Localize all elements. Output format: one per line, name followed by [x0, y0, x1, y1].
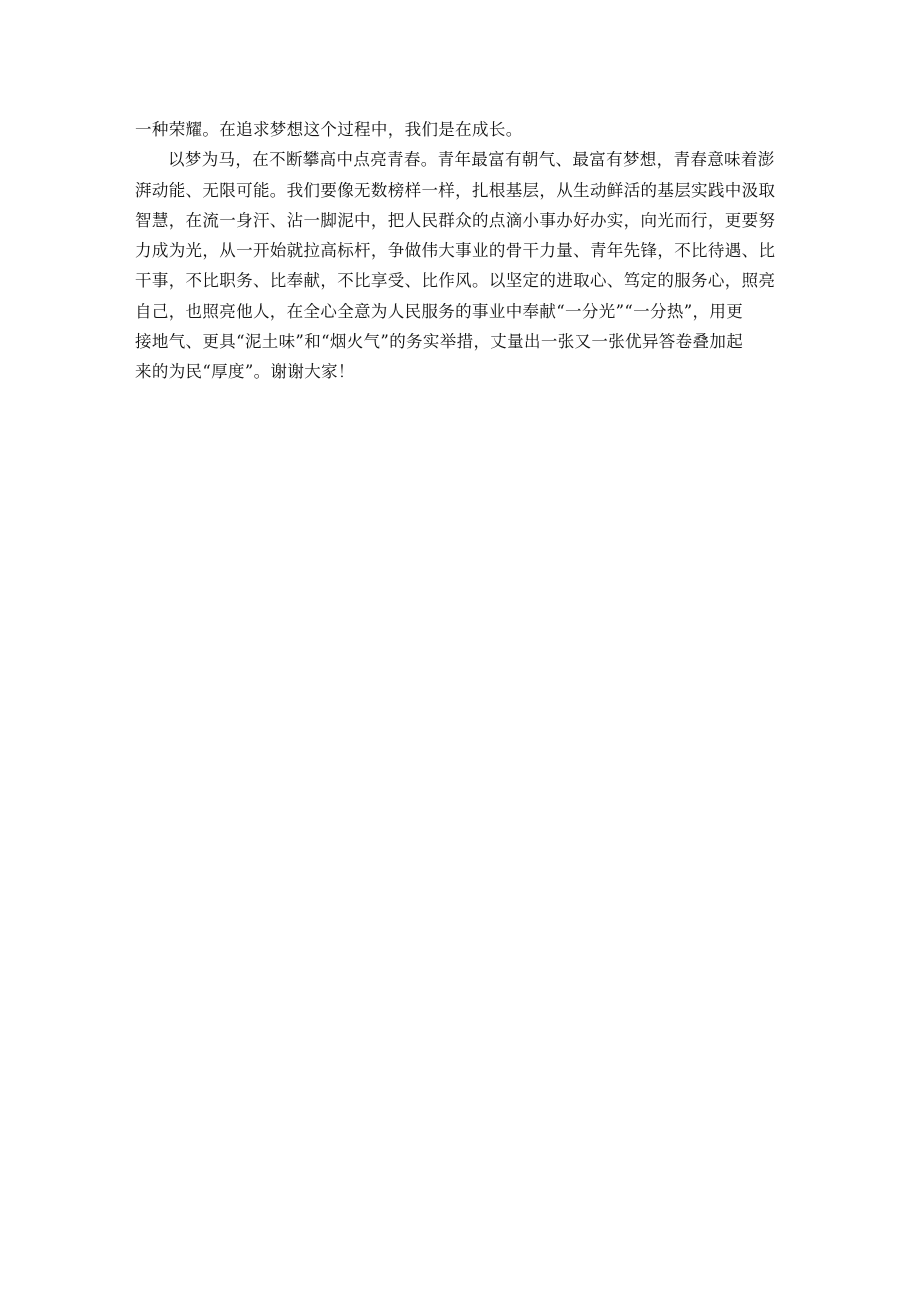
- text-line: 干事，不比职务、比奉献，不比享受、比作风。以坚定的进取心、笃定的服务心，照亮: [135, 271, 776, 291]
- document-body: [135, 115, 785, 388]
- text-line: 力成为光，从一开始就拉高标杆，争做伟大事业的骨干力量、青年先锋，不比待遇、比: [135, 241, 776, 261]
- text-line: 来的为民“厚度”。谢谢大家！: [135, 362, 355, 382]
- text-line: 接地气、更具“泥土味”和“烟火气”的务实举措，丈量出一张又一张优异答卷叠加起: [135, 332, 744, 352]
- paragraph-continued: [135, 115, 785, 145]
- text-line: 湃动能、无限可能。我们要像无数榜样一样，扎根基层，从生动鲜活的基层实践中汲取: [135, 180, 776, 200]
- text-line: 一种荣耀。在追求梦想这个过程中，我们是在成长。: [135, 120, 523, 139]
- text-line: 以梦为马，在不断攀高中点亮青春。青年最富有朝气、最富有梦想，青春意味着澎: [168, 150, 775, 170]
- paragraph-main: [135, 145, 785, 387]
- text-line: 自己，也照亮他人，在全心全意为人民服务的事业中奉献“一分光”“一分热”，用更: [135, 301, 744, 321]
- text-line: 智慧，在流一身汗、沾一脚泥中，把人民群众的点滴小事办好办实，向光而行，更要努: [135, 210, 776, 230]
